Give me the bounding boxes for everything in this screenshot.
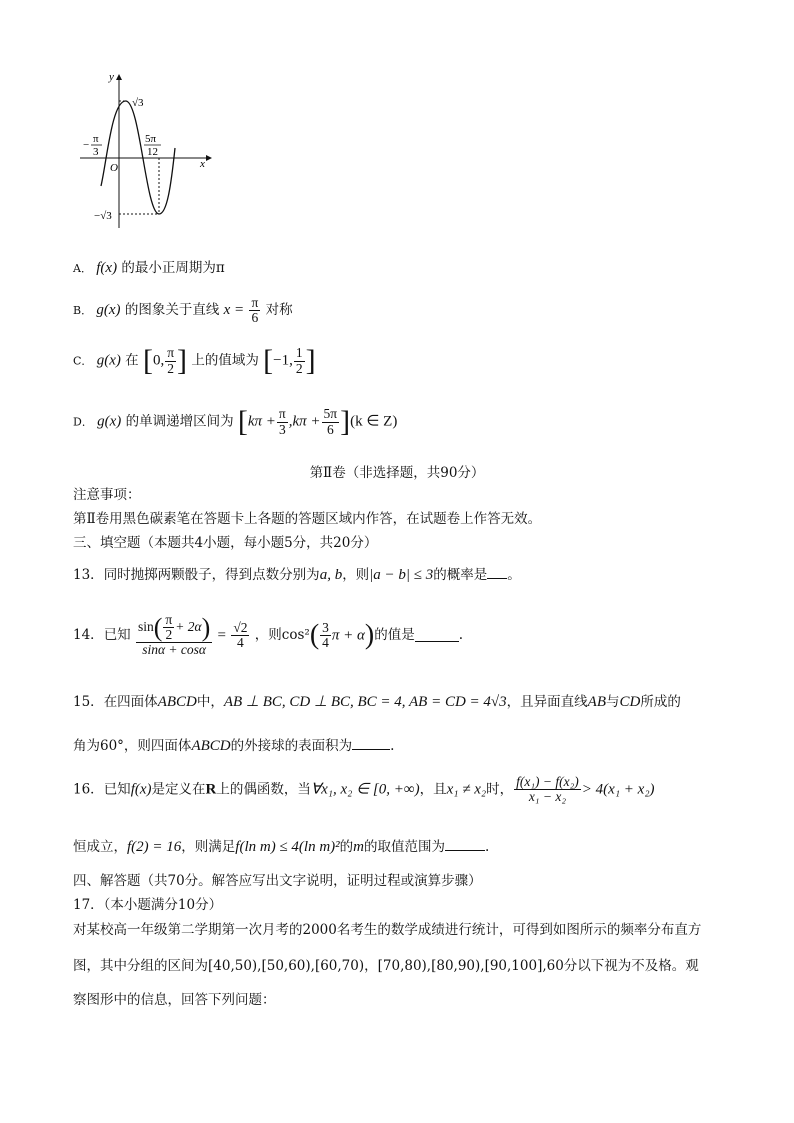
q14-text2: ，则cos² xyxy=(254,627,310,644)
q13-vars: a, b xyxy=(319,567,343,583)
frac-denominator: 4 xyxy=(322,634,329,650)
q14-blank[interactable] xyxy=(415,629,459,642)
q13-text2: ，则 xyxy=(342,567,370,583)
cos-plus: π + α xyxy=(331,627,365,644)
left-bracket: [ xyxy=(263,344,274,377)
right-den: 12 xyxy=(147,146,158,158)
q13-num: 13． xyxy=(73,567,104,583)
q13-text4: 。 xyxy=(507,567,521,583)
option-a-text: 的最小正周期为π xyxy=(121,260,225,276)
interval2-fraction xyxy=(294,346,305,375)
q16-end: . xyxy=(485,839,490,855)
d-k1: kπ + xyxy=(247,413,276,430)
question-15-line2 xyxy=(73,737,394,755)
notice-text: 第Ⅱ卷用黑色碳素笔在答题卡上各题的答题区域内作答，在试题卷上作答无效。 xyxy=(73,511,542,527)
q14-eq: = xyxy=(217,627,227,644)
right-num: 5π xyxy=(145,133,157,145)
function-g: g(x) xyxy=(96,352,121,369)
frac-numerator: 3 xyxy=(322,619,329,635)
inner-plus: + 2α xyxy=(175,618,202,634)
q14-numerator: sin( $\frac{\pi}{2}$ + 2α) xyxy=(137,612,211,643)
left-bracket: [ xyxy=(142,344,153,377)
option-b-label: B． xyxy=(73,304,93,318)
left-den: 3 xyxy=(93,146,99,158)
q16-line2d: 的取值范围为 xyxy=(364,839,446,855)
interval2-start: −1, xyxy=(273,352,293,369)
function-f: f(x) xyxy=(96,260,118,276)
q16-text1: 已知 xyxy=(103,781,131,798)
interval1-start: 0, xyxy=(152,352,165,369)
q15-blank[interactable] xyxy=(352,737,390,750)
option-b-eq: x = xyxy=(223,302,245,319)
right-bracket: ] xyxy=(177,344,188,377)
q15-num: 15． xyxy=(73,694,104,710)
frac-denominator: 6 xyxy=(251,310,259,326)
y-axis-arrow xyxy=(116,74,122,80)
q15-line2a: 角为60°，则四面体 xyxy=(73,738,192,754)
option-a-label: A． xyxy=(73,262,92,275)
interval1-fraction xyxy=(165,346,176,375)
option-d xyxy=(73,404,397,440)
question-16 xyxy=(73,775,655,804)
q16-blank[interactable] xyxy=(445,838,485,851)
right-bracket: ] xyxy=(340,405,351,438)
option-b-text-post: 对称 xyxy=(265,302,293,319)
q13-cond: |a − b| ≤ 3 xyxy=(369,567,434,583)
q16-line2b: ，则满足 xyxy=(181,839,236,855)
q16-ln: f(ln m) ≤ 4(ln m)² xyxy=(235,839,340,855)
function-g: g(x) xyxy=(96,302,121,319)
q14-num: 14． xyxy=(73,627,104,644)
option-c-text-pre: 在 xyxy=(125,352,139,369)
frac-numerator: π xyxy=(165,612,173,627)
option-c xyxy=(73,343,316,379)
part4-title: 四、解答题（共70分。解答应写出文字说明，证明过程或演算步骤） xyxy=(73,873,482,889)
d-tail: (k ∈ Z) xyxy=(350,413,398,430)
frac-numerator: 5π xyxy=(323,406,338,422)
frac-numerator: f(x₁) − f(x₂) xyxy=(516,774,579,789)
frac-denominator: 6 xyxy=(326,421,334,437)
section2-title: 第Ⅱ卷（非选择题，共90分） xyxy=(309,465,485,481)
q17-head: 17．（本小题满分10分） xyxy=(73,897,223,913)
frac-denominator: x₁ − x₂ xyxy=(528,789,567,805)
inner-fraction xyxy=(163,613,174,642)
frac-denominator: 2 xyxy=(295,360,303,376)
option-b xyxy=(73,296,293,325)
curve xyxy=(101,101,175,214)
q16-ineq: > 4(x₁ + x₂) xyxy=(581,781,655,798)
frac-numerator: π xyxy=(167,345,175,361)
x-label: x xyxy=(200,158,205,170)
q15-cd: CD xyxy=(619,694,641,710)
q16-R: R xyxy=(205,781,217,798)
q15-cond: AB ⊥ BC, CD ⊥ BC, BC = 4, AB = CD = 4√3 xyxy=(223,694,507,710)
q16-fraction xyxy=(514,775,581,804)
frac-numerator: π xyxy=(251,295,259,310)
q16-neq: x₁ ≠ x₂ xyxy=(446,781,487,798)
q17-line1: 对某校高一年级第二学期第一次月考的2000名考生的数学成绩进行统计，可得到如图所示的频率分布直方 xyxy=(73,922,702,938)
option-b-fraction xyxy=(249,296,260,325)
q16-m: m xyxy=(353,839,365,855)
q14-text3: 的值是 xyxy=(374,627,415,644)
right-bracket: ] xyxy=(305,344,316,377)
q15-line2c: 的外接球的表面积为 xyxy=(230,738,353,754)
frac-numerator: √2 xyxy=(233,619,248,635)
frac-numerator: π xyxy=(278,406,286,422)
q16-line2a: 恒成立， xyxy=(73,839,127,855)
d-k2: ,kπ + xyxy=(288,413,321,430)
frac-denominator: 2 xyxy=(167,360,174,376)
question-15 xyxy=(73,693,681,711)
sin-label: sin xyxy=(137,618,154,634)
q14-denominator: sinα + cosα xyxy=(142,642,207,658)
frac-denominator: 2 xyxy=(165,627,173,643)
q14-result-fraction xyxy=(231,621,249,650)
q16-text2: 是定义在 xyxy=(151,781,206,798)
q15-text5: 所成的 xyxy=(640,694,681,710)
q16-text3: 上的偶函数，当 xyxy=(216,781,311,798)
q16-f2: f(2) = 16 xyxy=(127,839,182,855)
q15-ab: AB xyxy=(587,694,606,710)
option-a xyxy=(73,259,225,277)
question-13 xyxy=(73,566,521,584)
sine-graph xyxy=(76,68,216,230)
cos-fraction xyxy=(320,621,331,650)
left-sign: − xyxy=(83,139,90,151)
q17-line2: 图，其中分组的区间为[40,50),[50,60),[60,70)，[70,80),[80,90),[90,100],60分以下视为不及格。观 xyxy=(73,958,699,974)
q14-main-fraction xyxy=(136,613,212,658)
q15-text4: 与 xyxy=(605,694,620,710)
q14-end: . xyxy=(458,627,464,644)
option-c-label: C． xyxy=(73,354,93,368)
origin-label: O xyxy=(110,162,118,174)
q17-line3: 察图形中的信息，回答下列问题： xyxy=(73,992,276,1008)
q15-line2b: ABCD xyxy=(191,738,231,754)
q16-line2c: 的 xyxy=(339,839,354,855)
q15-text3: ，且异面直线 xyxy=(506,694,588,710)
bottom-value: −√3 xyxy=(94,210,112,222)
frac-denominator: 3 xyxy=(278,421,286,437)
notice-title: 注意事项： xyxy=(73,487,141,503)
q14-text1: 已知 xyxy=(103,627,131,644)
d-frac2 xyxy=(322,407,340,436)
x-axis-arrow xyxy=(206,155,212,161)
option-c-text-mid: 上的值域为 xyxy=(191,352,259,369)
q13-text1: 同时抛掷两颗骰子，得到点数分别为 xyxy=(103,567,320,583)
top-value: √3 xyxy=(132,97,144,109)
left-num: π xyxy=(93,133,99,145)
q16-text5: 时， xyxy=(486,781,514,798)
question-14: 14．已知 sin( $\frac{\pi}{2}$ + 2α) sinα + cosα = $\frac{√2}{4}$ ，则cos²( $\frac{3}{4}$ π + α)的值是 . xyxy=(73,612,464,658)
option-d-text-pre: 的单调递增区间为 xyxy=(125,413,234,430)
d-frac1 xyxy=(277,407,288,436)
q15-t1: ABCD xyxy=(157,694,197,710)
option-d-label: D． xyxy=(73,415,93,429)
q16-forall: ∀x₁, x₂ ∈ [0, +∞) xyxy=(310,781,420,798)
frac-denominator: 4 xyxy=(237,634,244,650)
question-16-line2 xyxy=(73,838,489,856)
part3-title: 三、填空题（本题共4小题，每小题5分，共20分） xyxy=(73,535,378,551)
frac-numerator: 1 xyxy=(295,345,303,361)
y-label: y xyxy=(109,71,114,83)
left-bracket: [ xyxy=(237,405,248,438)
q16-text4: ，且 xyxy=(419,781,447,798)
q16-f: f(x) xyxy=(130,781,152,798)
q13-text3: 的概率是 xyxy=(433,567,488,583)
option-b-text-pre: 的图象关于直线 xyxy=(124,302,220,319)
function-g: g(x) xyxy=(97,413,122,430)
q13-blank[interactable] xyxy=(487,566,507,579)
q16-num: 16． xyxy=(73,781,104,798)
q15-text2: 中， xyxy=(196,694,224,710)
q15-end: . xyxy=(390,738,395,754)
q15-text1: 在四面体 xyxy=(103,694,158,710)
